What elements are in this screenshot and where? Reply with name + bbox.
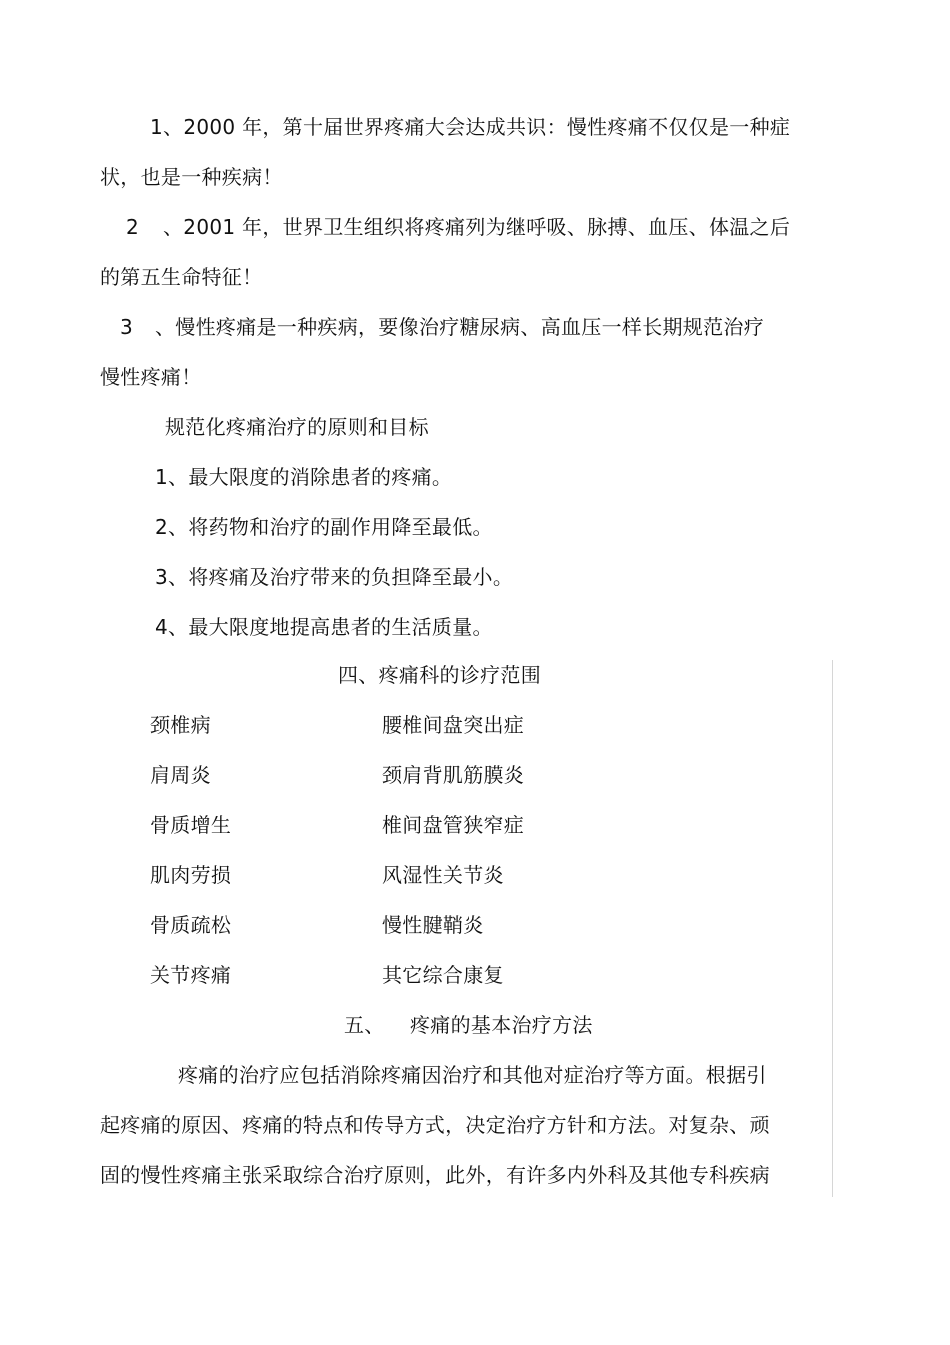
consensus-item-3-line-1: 、慢性疼痛是一种疾病，要像治疗糖尿病、高血压一样长期规范治疗 bbox=[155, 315, 764, 339]
scope-left-item: 颈椎病 bbox=[150, 713, 211, 737]
consensus-item-2-line-2: 的第五生命特征！ bbox=[100, 265, 263, 289]
scope-heading: 四、疼痛科的诊疗范围 bbox=[338, 663, 541, 687]
principle-item: 2、将药物和治疗的副作用降至最低。 bbox=[155, 515, 493, 539]
consensus-item-1-line-1: 1、2000 年，第十届世界疼痛大会达成共识：慢性疼痛不仅仅是一种症 bbox=[150, 115, 791, 139]
scope-left-item: 骨质疏松 bbox=[150, 913, 232, 937]
scope-left-item: 肌肉劳损 bbox=[150, 863, 232, 887]
consensus-item-2-number: 2 bbox=[126, 215, 140, 239]
consensus-item-2-line-1: 、2001 年，世界卫生组织将疼痛列为继呼吸、脉搏、血压、体温之后 bbox=[163, 215, 791, 239]
margin-divider bbox=[832, 660, 833, 1197]
scope-left-item: 骨质增生 bbox=[150, 813, 232, 837]
methods-paragraph-line-3: 固的慢性疼痛主张采取综合治疗原则，此外，有许多内外科及其他专科疾病 bbox=[100, 1163, 770, 1187]
scope-right-item: 腰椎间盘突出症 bbox=[382, 713, 525, 737]
scope-left-item: 关节疼痛 bbox=[150, 963, 232, 987]
methods-paragraph-line-1: 疼痛的治疗应包括消除疼痛因治疗和其他对症治疗等方面。根据引 bbox=[178, 1063, 767, 1087]
principle-item: 3、将疼痛及治疗带来的负担降至最小。 bbox=[155, 565, 514, 589]
principle-item: 1、最大限度的消除患者的疼痛。 bbox=[155, 465, 453, 489]
scope-right-item: 风湿性关节炎 bbox=[382, 863, 504, 887]
scope-right-item: 椎间盘管狭窄症 bbox=[382, 813, 525, 837]
principle-item: 4、最大限度地提高患者的生活质量。 bbox=[155, 615, 493, 639]
consensus-item-3-line-2: 慢性疼痛！ bbox=[100, 365, 202, 389]
consensus-item-3-number: 3 bbox=[120, 315, 134, 339]
scope-right-item: 颈肩背肌筋膜炎 bbox=[382, 763, 525, 787]
methods-paragraph-line-2: 起疼痛的原因、疼痛的特点和传导方式，决定治疗方针和方法。对复杂、顽 bbox=[100, 1113, 770, 1137]
methods-heading: 疼痛的基本治疗方法 bbox=[410, 1013, 593, 1037]
scope-right-item: 慢性腱鞘炎 bbox=[382, 913, 484, 937]
methods-heading-number: 五、 bbox=[344, 1013, 385, 1037]
scope-right-item: 其它综合康复 bbox=[382, 963, 504, 987]
principles-heading: 规范化疼痛治疗的原则和目标 bbox=[165, 415, 429, 439]
consensus-item-1-line-2: 状，也是一种疾病！ bbox=[100, 165, 283, 189]
scope-left-item: 肩周炎 bbox=[150, 763, 211, 787]
